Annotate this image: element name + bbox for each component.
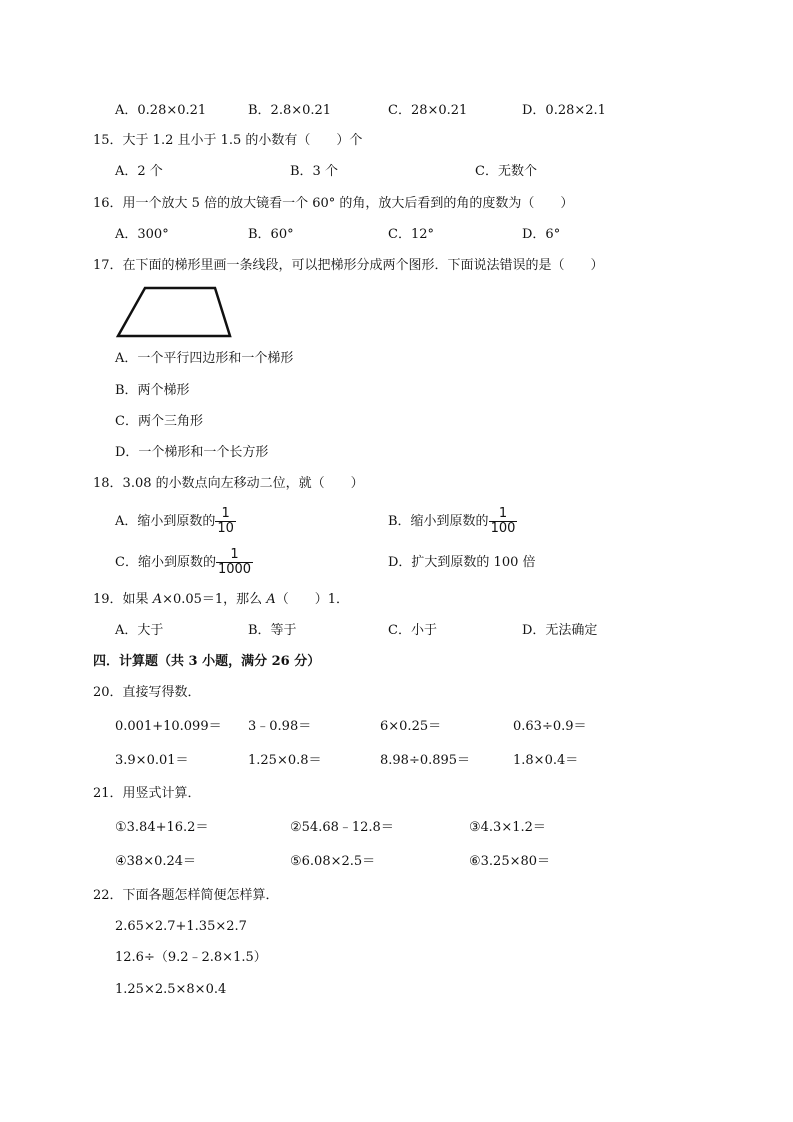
q17-option-b: B．两个梯形 <box>115 383 190 398</box>
q22-item: 2.65×2.7+1.35×2.7 <box>115 919 247 934</box>
q20-item: 8.98÷0.895＝ <box>380 753 471 768</box>
q22-item: 1.25×2.5×8×0.4 <box>115 982 227 997</box>
q18-option-d: D．扩大到原数的 100 倍 <box>388 555 536 570</box>
fraction-denominator: 10 <box>217 521 234 536</box>
q19-option-b: B．等于 <box>248 623 297 638</box>
q17-option-b-row <box>0 381 793 401</box>
q19-options <box>0 621 793 641</box>
trapezoid-figure <box>115 284 235 340</box>
q17-option-a-row <box>0 349 793 369</box>
q21-question: 21．用竖式计算． <box>93 786 201 801</box>
fraction-denominator: 100 <box>490 521 516 536</box>
q22-item-row <box>0 980 793 1000</box>
q17-option-a: A．一个平行四边形和一个梯形 <box>115 351 294 366</box>
q18-question: 18．3.08 的小数点向左移动二位，就（ ） <box>93 476 364 491</box>
q18-option-b <box>388 502 517 542</box>
section-heading: 四．计算题（共 3 小题，满分 26 分） <box>93 654 321 669</box>
q15-question: 15．大于 1.2 且小于 1.5 的小数有（ ）个 <box>93 133 363 148</box>
q21-row1 <box>0 818 793 838</box>
q20-question-row <box>0 683 793 703</box>
q18-options-row1 <box>0 502 793 542</box>
q20-row2 <box>0 751 793 771</box>
q19-text-post: （ ）1． <box>275 592 349 607</box>
q20-item: 6×0.25＝ <box>380 719 442 734</box>
q20-item: 0.001+10.099＝ <box>115 719 222 734</box>
q22-item: 12.6÷（9.2﹣2.8×1.5） <box>115 950 267 965</box>
q18-option-b-prefix: B．缩小到原数的 <box>388 514 489 529</box>
fraction-one-thousandth <box>216 548 253 577</box>
q16-option-c: C．12° <box>388 227 434 242</box>
q17-option-c-row <box>0 412 793 432</box>
q20-item: 0.63÷0.9＝ <box>513 719 587 734</box>
q19-question <box>93 590 349 610</box>
q20-question: 20．直接写得数． <box>93 685 201 700</box>
q14-options <box>0 101 793 121</box>
q21-item: ①3.84+16.2＝ <box>115 820 209 835</box>
fraction-numerator: 1 <box>498 506 508 521</box>
q21-item: ⑥3.25×80＝ <box>469 854 551 869</box>
q22-question: 22．下面各题怎样简便怎样算． <box>93 888 279 903</box>
q15-option-a: A．2 个 <box>115 164 163 179</box>
fraction-one-hundredth <box>489 507 518 536</box>
fraction-denominator: 1000 <box>217 562 252 577</box>
q22-item-row <box>0 917 793 937</box>
q20-item: 3﹣0.98＝ <box>248 719 312 734</box>
q14-option-a: A．0.28×0.21 <box>115 103 207 118</box>
q19-variable-a: A <box>152 592 163 607</box>
q21-question-row <box>0 784 793 804</box>
q19-text-mid: ×0.05＝1，那么 <box>162 592 267 607</box>
fraction-numerator: 1 <box>221 506 230 521</box>
q15-options <box>0 162 793 182</box>
q19-option-d: D．无法确定 <box>522 623 598 638</box>
q17-option-c: C．两个三角形 <box>115 414 203 429</box>
q16-options <box>0 225 793 245</box>
q19-question-row <box>0 590 793 610</box>
q18-question-row <box>0 474 793 494</box>
q15-option-c: C．无数个 <box>475 164 537 179</box>
q20-item: 3.9×0.01＝ <box>115 753 189 768</box>
q18-option-c <box>115 543 253 583</box>
q18-options-row2 <box>0 543 793 583</box>
q19-option-c: C．小于 <box>388 623 437 638</box>
q20-row1 <box>0 717 793 737</box>
q17-question: 17．在下面的梯形里画一条线段，可以把梯形分成两个图形．下面说法错误的是（ ） <box>93 258 604 273</box>
fraction-one-tenth <box>215 507 236 536</box>
q16-option-b: B．60° <box>248 227 294 242</box>
q16-option-a: A．300° <box>115 227 169 242</box>
q18-option-c-prefix: C．缩小到原数的 <box>115 555 216 570</box>
q17-question-row <box>0 256 793 276</box>
q14-option-b: B．2.8×0.21 <box>248 103 332 118</box>
q15-question-row <box>0 131 793 151</box>
q19-option-a: A．大于 <box>115 623 164 638</box>
q16-question: 16．用一个放大 5 倍的放大镜看一个 60° 的角，放大后看到的角的度数为（ ） <box>93 196 574 211</box>
fraction-numerator: 1 <box>230 547 239 562</box>
q16-question-row <box>0 194 793 214</box>
q19-variable-a: A <box>266 592 276 607</box>
q20-item: 1.25×0.8＝ <box>248 753 322 768</box>
q21-item: ③4.3×1.2＝ <box>469 820 546 835</box>
q21-item: ⑤6.08×2.5＝ <box>290 854 376 869</box>
q20-item: 1.8×0.4＝ <box>513 753 579 768</box>
q14-option-d: D．0.28×2.1 <box>522 103 606 118</box>
q21-row2 <box>0 852 793 872</box>
q21-item: ④38×0.24＝ <box>115 854 197 869</box>
q18-option-a-prefix: A．缩小到原数的 <box>115 514 216 529</box>
q14-option-c: C．28×0.21 <box>388 103 468 118</box>
q18-option-a <box>115 502 236 542</box>
q22-item-row <box>0 948 793 968</box>
q22-question-row <box>0 886 793 906</box>
q19-text-pre: 19．如果 <box>93 592 153 607</box>
q17-option-d-row <box>0 443 793 463</box>
q17-option-d: D．一个梯形和一个长方形 <box>115 445 269 460</box>
q15-option-b: B．3 个 <box>290 164 338 179</box>
q16-option-d: D．6° <box>522 227 561 242</box>
q21-item: ②54.68﹣12.8＝ <box>290 820 394 835</box>
section-heading-row <box>0 652 793 672</box>
